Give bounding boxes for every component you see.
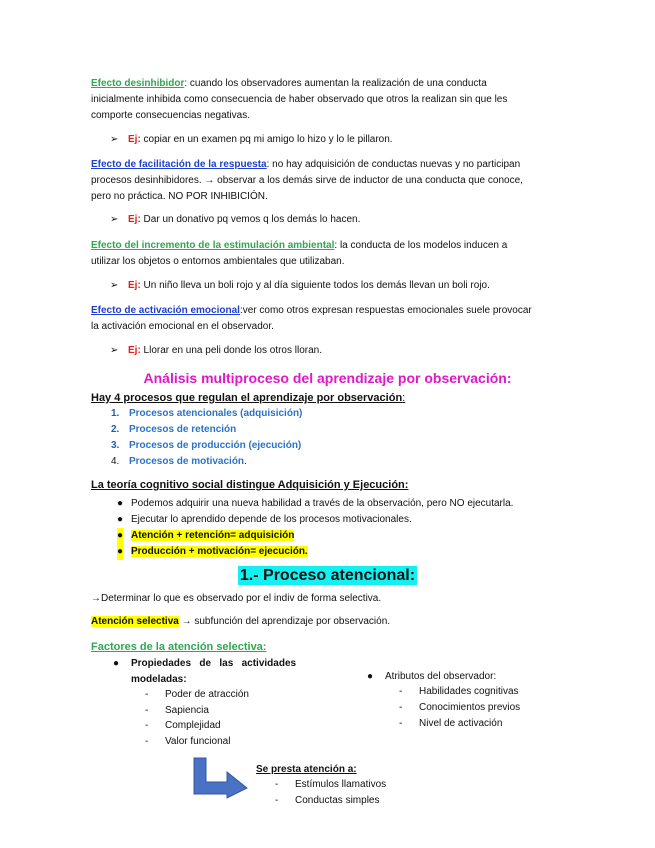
list-item: - Habilidades cognitivas xyxy=(399,686,519,697)
list-item xyxy=(111,454,302,470)
example-item xyxy=(128,343,322,359)
example-text: Llorar en una peli donde los otros lloran. xyxy=(140,345,323,356)
effect-desc-line: la activación emocional en el observador. xyxy=(91,321,274,332)
processes-intro xyxy=(91,390,405,406)
bullet-text-highlighted xyxy=(131,544,308,560)
analysis-title: Análisis multiproceso del aprendizaje por observación: xyxy=(143,370,512,386)
list-item: - Estímulos llamativos xyxy=(275,779,387,790)
list-text: Estímulos llamativos xyxy=(295,779,387,790)
effect-title: Efecto desinhibidor xyxy=(91,78,185,89)
bullet-icon: ● xyxy=(117,498,124,509)
list-number: 2. xyxy=(111,424,120,435)
effect-desc-line: procesos desinhibidores. → observar a los demás sirve de inductor de una conducta que conoce, xyxy=(91,175,523,186)
example-text: Un niño lleva un boli rojo y al día siguiente todos los demás llevan un boli rojo. xyxy=(140,280,490,291)
effect-title: Efecto del incremento de la estimulación ambiental xyxy=(91,240,335,251)
list-text: Procesos de motivación xyxy=(129,456,245,467)
list-item: - Complejidad xyxy=(145,720,221,731)
effect-activacion-emocional xyxy=(91,303,563,335)
example-text: copiar en un examen pq mi amigo lo hizo y lo le pillaron. xyxy=(140,134,393,145)
effect-title: Efecto de facilitación de la respuesta xyxy=(91,159,267,170)
list-text: Sapiencia xyxy=(165,705,209,716)
right-heading: Atributos del observador: xyxy=(385,671,497,682)
list-number: 1. xyxy=(111,408,120,419)
selective-rest: → subfunción del aprendizaje por observación. xyxy=(178,616,391,627)
effect-desc-line: utilizar los objetos o entornos ambientales que utilizaban. xyxy=(91,256,345,267)
processes-intro-suffix: : xyxy=(402,392,406,404)
list-item xyxy=(111,438,302,454)
example-label: Ej: xyxy=(128,345,141,356)
bullet-icon: ● xyxy=(117,544,123,560)
list-item: - Poder de atracción xyxy=(145,689,249,700)
list-item: - Conductas simples xyxy=(275,795,380,806)
arrow-bullet-icon: ➢ xyxy=(110,280,119,291)
attention-to-heading: Se presta atención a: xyxy=(256,764,357,775)
selective-label: Atención selectiva xyxy=(91,616,179,627)
bullet-text: Ejecutar lo aprendido depende de los procesos motivacionales. xyxy=(131,514,412,525)
section-title: 1.- Proceso atencional: xyxy=(239,567,416,584)
list-text: Nivel de activación xyxy=(419,718,503,729)
left-heading-line: Propiedades de las actividades xyxy=(131,658,297,669)
processes-intro-text: Hay 4 procesos que regulan el aprendizaje por observación xyxy=(91,392,403,404)
example-item xyxy=(128,132,393,148)
list-suffix: . xyxy=(244,456,247,467)
effect-desc-line: : no hay adquisición de conductas nuevas y no participan xyxy=(266,159,521,170)
example-item xyxy=(128,278,490,294)
effect-estimulacion xyxy=(91,238,563,270)
list-item xyxy=(111,422,302,438)
list-item: - Sapiencia xyxy=(145,705,209,716)
list-text: Procesos de retención xyxy=(129,424,237,435)
left-heading xyxy=(131,656,309,688)
arrow-bullet-icon: ➢ xyxy=(110,214,119,225)
effect-desc-line: inicialmente inhibida como consecuencia de haber observado que otros la realizan sin que les xyxy=(91,94,508,105)
effect-desc-line: : la conducta de los modelos inducen a xyxy=(334,240,508,251)
list-number: 4. xyxy=(111,456,120,467)
list-text: Valor funcional xyxy=(165,736,231,747)
list-item: - Conocimientos previos xyxy=(399,702,521,713)
arrow-bullet-icon: ➢ xyxy=(110,345,119,356)
arrow-bullet-icon: ➢ xyxy=(110,134,119,145)
determine-text: →Determinar lo que es observado por el indiv de forma selectiva. xyxy=(91,593,382,604)
list-text: Procesos de producción (ejecución) xyxy=(129,440,302,451)
selective-attention-line xyxy=(91,614,390,630)
list-item: - Valor funcional xyxy=(145,736,231,747)
bullet-text: Podemos adquirir una nueva habilidad a través de la observación, pero NO ejecutarla. xyxy=(131,498,514,509)
example-label: Ej: xyxy=(128,214,141,225)
highlighted-text: Atención + retención= adquisición xyxy=(131,530,295,541)
list-text: Conocimientos previos xyxy=(419,702,521,713)
list-text: Habilidades cognitivas xyxy=(419,686,519,697)
processes-list xyxy=(111,406,302,470)
list-item: - Nivel de activación xyxy=(399,718,503,729)
effect-desc-line: :ver como otros expresan respuestas emocionales suele provocar xyxy=(239,305,532,316)
bullet-icon: ● xyxy=(117,514,124,525)
attention-section-title-wrap xyxy=(0,568,655,586)
list-number: 3. xyxy=(111,440,120,451)
list-text: Poder de atracción xyxy=(165,689,249,700)
example-label: Ej: xyxy=(128,134,141,145)
effect-desc-line: pero no práctica. NO POR INHIBICIÓN. xyxy=(91,191,268,202)
list-text: Complejidad xyxy=(165,720,221,731)
effect-title: Efecto de activación emocional xyxy=(91,305,240,316)
list-item xyxy=(111,406,302,422)
bullet-icon: ● xyxy=(113,658,120,669)
example-text: Dar un donativo pq vemos q los demás lo hacen. xyxy=(140,214,361,225)
factors-heading: Factores de la atención selectiva: xyxy=(91,641,267,653)
bent-arrow-icon xyxy=(193,757,249,799)
example-label: Ej: xyxy=(128,280,141,291)
list-text: Procesos atencionales (adquisición) xyxy=(129,408,303,419)
highlighted-text: Producción + motivación= ejecución. xyxy=(131,546,308,557)
effect-desc-line: comporte consecuencias negativas. xyxy=(91,110,250,121)
list-text: Conductas simples xyxy=(295,795,380,806)
social-theory-heading: La teoría cognitivo social distingue Adquisición y Ejecución: xyxy=(91,479,409,491)
bullet-text-highlighted xyxy=(131,528,294,544)
effect-facilitacion xyxy=(91,157,563,205)
effect-desinhibidor xyxy=(91,76,563,124)
bullet-icon: ● xyxy=(367,671,374,682)
left-heading-line: modeladas: xyxy=(131,674,187,685)
example-item xyxy=(128,212,360,228)
bullet-icon: ● xyxy=(117,528,123,544)
effect-desc-line: : cuando los observadores aumentan la realización de una conducta xyxy=(184,78,487,89)
